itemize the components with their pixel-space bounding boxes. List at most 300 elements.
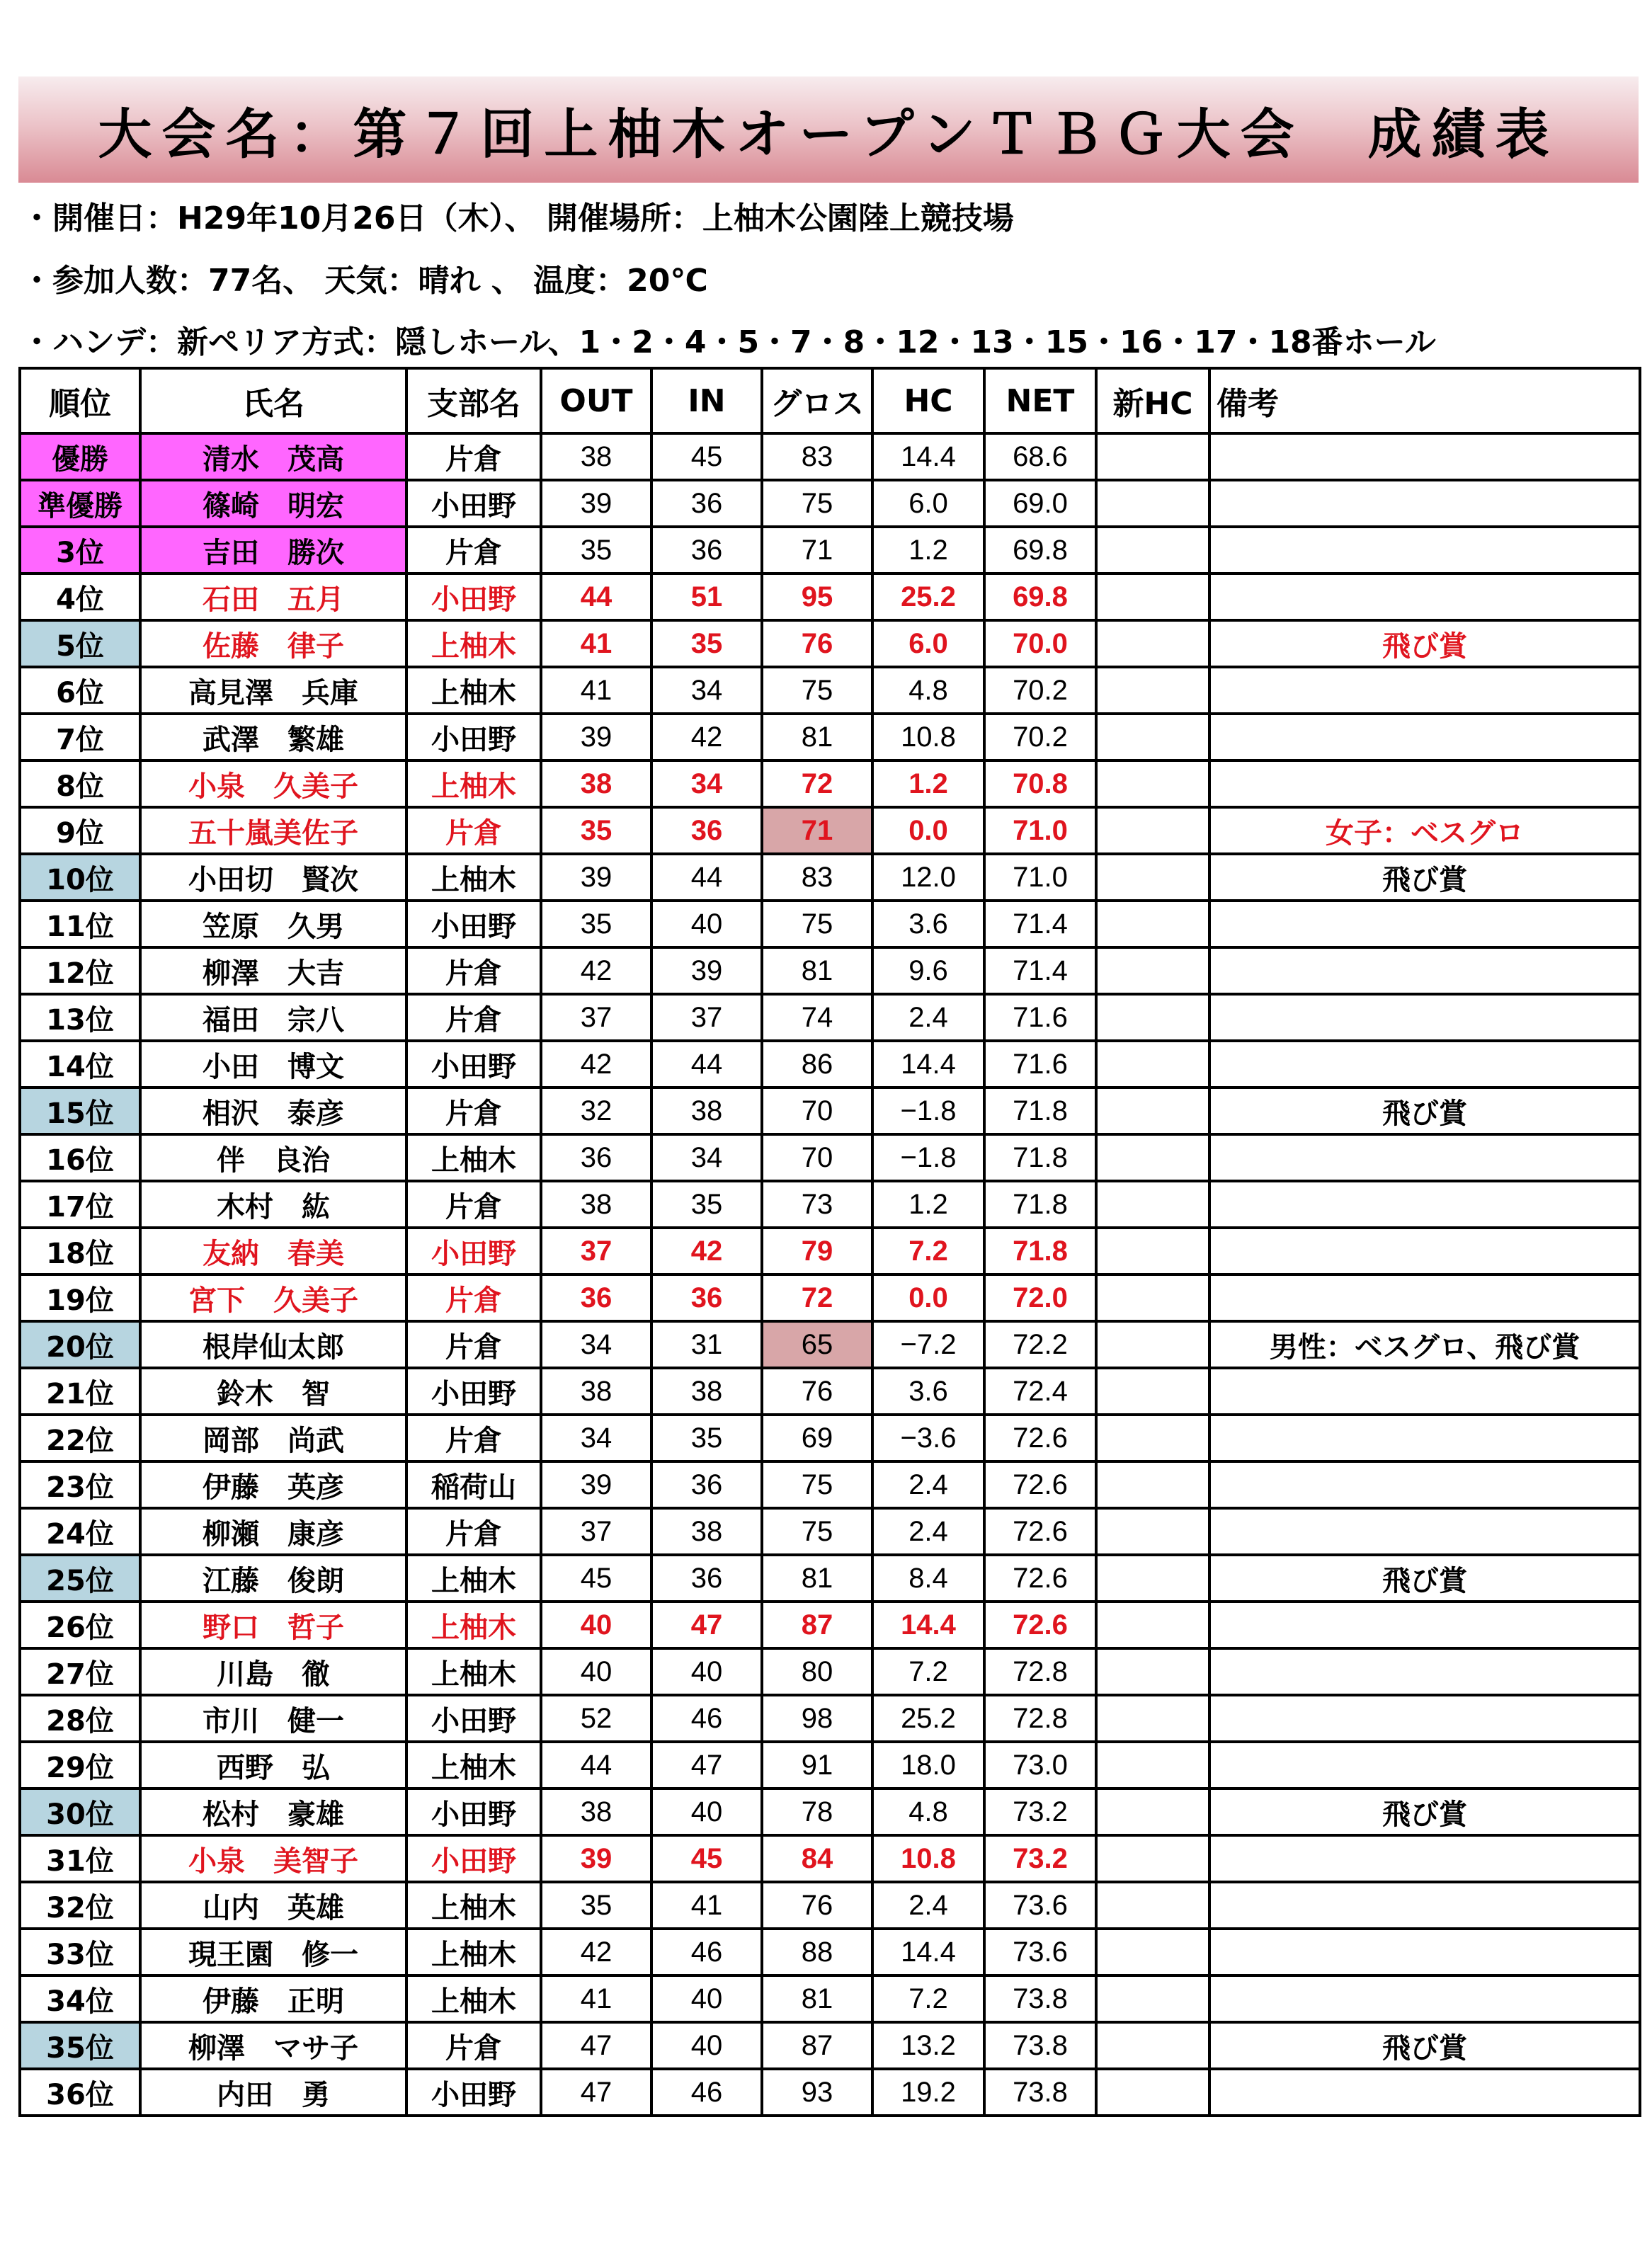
remark-cell: 飛び賞 [1209,2022,1640,2069]
rank-cell: 17位 [20,1181,140,1228]
gross-score-cell: 87 [762,1602,872,1648]
table-row [20,1134,1640,1181]
player-name-cell: 柳澤 マサ子 [140,2022,406,2069]
new-handicap-cell [1096,1088,1209,1134]
info-handicap-method: ・ハンデ：新ペリア方式：隠しホール、1・2・4・5・7・8・12・13・15・16・17・18番ホール [21,324,1436,360]
gross-score-cell: 73 [762,1181,872,1228]
new-handicap-cell [1096,2069,1209,2116]
player-name-cell: 相沢 泰彦 [140,1088,406,1134]
out-score-cell: 38 [541,1181,651,1228]
branch-cell: 上柚木 [406,1555,541,1602]
rank-cell: 6位 [20,667,140,714]
out-score-cell: 42 [541,947,651,994]
handicap-cell: −1.8 [872,1088,984,1134]
player-name-cell: 小泉 久美子 [140,760,406,807]
in-score-cell: 35 [651,620,762,667]
player-name-cell: 現王園 修一 [140,1929,406,1975]
handicap-cell: 19.2 [872,2069,984,2116]
in-score-cell: 36 [651,527,762,574]
remark-cell [1209,1415,1640,1461]
col-header-new-hc: 新HC [1096,368,1209,433]
new-handicap-cell [1096,1134,1209,1181]
table-row [20,1555,1640,1602]
handicap-cell: 6.0 [872,620,984,667]
player-name-cell: 清水 茂高 [140,433,406,480]
rank-cell: 28位 [20,1695,140,1742]
in-score-cell: 34 [651,667,762,714]
out-score-cell: 38 [541,1368,651,1415]
player-name-cell: 市川 健一 [140,1695,406,1742]
table-row [20,1975,1640,2022]
rank-cell: 15位 [20,1088,140,1134]
rank-cell: 3位 [20,527,140,574]
remark-cell [1209,1742,1640,1789]
net-score-cell: 72.8 [984,1695,1096,1742]
rank-cell: 20位 [20,1321,140,1368]
out-score-cell: 42 [541,1929,651,1975]
net-score-cell: 72.6 [984,1508,1096,1555]
new-handicap-cell [1096,667,1209,714]
handicap-cell: 14.4 [872,433,984,480]
handicap-cell: 3.6 [872,1368,984,1415]
rank-cell: 18位 [20,1228,140,1274]
branch-cell: 小田野 [406,2069,541,2116]
net-score-cell: 70.8 [984,760,1096,807]
handicap-cell: 2.4 [872,1461,984,1508]
branch-cell: 片倉 [406,527,541,574]
table-row [20,1648,1640,1695]
rank-cell: 30位 [20,1789,140,1835]
branch-cell: 片倉 [406,807,541,854]
rank-cell: 14位 [20,1041,140,1088]
branch-cell: 上柚木 [406,1882,541,1929]
new-handicap-cell [1096,1228,1209,1274]
branch-cell: 稲荷山 [406,1461,541,1508]
in-score-cell: 40 [651,1648,762,1695]
net-score-cell: 73.0 [984,1742,1096,1789]
handicap-cell: 14.4 [872,1602,984,1648]
in-score-cell: 40 [651,1789,762,1835]
player-name-cell: 柳澤 大吉 [140,947,406,994]
handicap-cell: −7.2 [872,1321,984,1368]
rank-cell: 9位 [20,807,140,854]
table-row [20,1508,1640,1555]
out-score-cell: 40 [541,1648,651,1695]
gross-score-cell: 76 [762,620,872,667]
new-handicap-cell [1096,1648,1209,1695]
in-score-cell: 45 [651,1835,762,1882]
remark-cell [1209,480,1640,527]
in-score-cell: 44 [651,1041,762,1088]
table-row [20,1321,1640,1368]
new-handicap-cell [1096,2022,1209,2069]
table-row [20,714,1640,760]
out-score-cell: 44 [541,1742,651,1789]
rank-cell: 8位 [20,760,140,807]
out-score-cell: 35 [541,1882,651,1929]
player-name-cell: 西野 弘 [140,1742,406,1789]
in-score-cell: 34 [651,1134,762,1181]
in-score-cell: 46 [651,2069,762,2116]
handicap-cell: 14.4 [872,1041,984,1088]
table-row [20,947,1640,994]
handicap-cell: 3.6 [872,901,984,947]
net-score-cell: 73.2 [984,1789,1096,1835]
in-score-cell: 35 [651,1415,762,1461]
out-score-cell: 37 [541,1508,651,1555]
net-score-cell: 73.2 [984,1835,1096,1882]
table-row [20,480,1640,527]
out-score-cell: 37 [541,994,651,1041]
in-score-cell: 41 [651,1882,762,1929]
new-handicap-cell [1096,1789,1209,1835]
table-row [20,1181,1640,1228]
branch-cell: 小田野 [406,1228,541,1274]
new-handicap-cell [1096,433,1209,480]
new-handicap-cell [1096,1602,1209,1648]
out-score-cell: 35 [541,527,651,574]
remark-cell [1209,667,1640,714]
net-score-cell: 72.0 [984,1274,1096,1321]
new-handicap-cell [1096,1882,1209,1929]
handicap-cell: 13.2 [872,2022,984,2069]
gross-score-cell: 76 [762,1882,872,1929]
player-name-cell: 内田 勇 [140,2069,406,2116]
branch-cell: 小田野 [406,480,541,527]
table-row [20,1742,1640,1789]
remark-cell [1209,901,1640,947]
branch-cell: 片倉 [406,1321,541,1368]
new-handicap-cell [1096,527,1209,574]
in-score-cell: 44 [651,854,762,901]
table-row [20,1602,1640,1648]
gross-score-cell: 81 [762,947,872,994]
rank-cell: 19位 [20,1274,140,1321]
gross-score-cell: 87 [762,2022,872,2069]
gross-score-cell: 88 [762,1929,872,1975]
net-score-cell: 71.4 [984,901,1096,947]
remark-cell: 飛び賞 [1209,1555,1640,1602]
net-score-cell: 72.6 [984,1461,1096,1508]
table-row [20,1929,1640,1975]
net-score-cell: 69.8 [984,574,1096,620]
branch-cell: 片倉 [406,1088,541,1134]
new-handicap-cell [1096,480,1209,527]
player-name-cell: 鈴木 智 [140,1368,406,1415]
player-name-cell: 宮下 久美子 [140,1274,406,1321]
handicap-cell: 2.4 [872,1508,984,1555]
remark-cell [1209,1602,1640,1648]
rank-cell: 10位 [20,854,140,901]
rank-cell: 29位 [20,1742,140,1789]
col-header-branch: 支部名 [406,368,541,433]
rank-cell: 7位 [20,714,140,760]
gross-score-cell: 93 [762,2069,872,2116]
out-score-cell: 39 [541,714,651,760]
branch-cell: 片倉 [406,994,541,1041]
out-score-cell: 44 [541,574,651,620]
handicap-cell: 1.2 [872,1181,984,1228]
rank-cell: 22位 [20,1415,140,1461]
page-title: 大会名：第７回上柚木オープンＴＢＧ大会 成績表 [98,102,1559,166]
gross-score-cell: 71 [762,527,872,574]
out-score-cell: 32 [541,1088,651,1134]
handicap-cell: 6.0 [872,480,984,527]
branch-cell: 上柚木 [406,760,541,807]
new-handicap-cell [1096,854,1209,901]
remark-cell [1209,1134,1640,1181]
gross-score-cell: 75 [762,1461,872,1508]
info-participants-weather: ・参加人数：77名、 天気：晴れ 、 温度：20℃ [21,263,708,299]
player-name-cell: 高見澤 兵庫 [140,667,406,714]
out-score-cell: 39 [541,1461,651,1508]
remark-cell [1209,574,1640,620]
gross-score-cell: 75 [762,667,872,714]
in-score-cell: 36 [651,1555,762,1602]
net-score-cell: 73.6 [984,1882,1096,1929]
branch-cell: 片倉 [406,2022,541,2069]
table-header-row [20,368,1640,433]
branch-cell: 上柚木 [406,1742,541,1789]
new-handicap-cell [1096,1555,1209,1602]
gross-score-cell: 75 [762,1508,872,1555]
table-row [20,667,1640,714]
table-row [20,1228,1640,1274]
rank-cell: 24位 [20,1508,140,1555]
table-row [20,854,1640,901]
branch-cell: 上柚木 [406,854,541,901]
player-name-cell: 松村 豪雄 [140,1789,406,1835]
in-score-cell: 36 [651,480,762,527]
new-handicap-cell [1096,901,1209,947]
in-score-cell: 37 [651,994,762,1041]
new-handicap-cell [1096,1929,1209,1975]
handicap-cell: 7.2 [872,1228,984,1274]
branch-cell: 片倉 [406,1181,541,1228]
player-name-cell: 友納 春美 [140,1228,406,1274]
remark-cell [1209,1975,1640,2022]
gross-score-cell: 86 [762,1041,872,1088]
net-score-cell: 71.8 [984,1181,1096,1228]
player-name-cell: 根岸仙太郎 [140,1321,406,1368]
table-row [20,1368,1640,1415]
col-header-gross: グロス [762,368,872,433]
table-row [20,1695,1640,1742]
remark-cell: 男性：ベスグロ、飛び賞 [1209,1321,1640,1368]
net-score-cell: 71.6 [984,994,1096,1041]
info-date-venue: ・開催日：H29年10月26日（木）、 開催場所：上柚木公園陸上競技場 [21,200,1014,236]
remark-cell [1209,1181,1640,1228]
player-name-cell: 江藤 俊朗 [140,1555,406,1602]
out-score-cell: 47 [541,2022,651,2069]
gross-score-cell: 75 [762,480,872,527]
new-handicap-cell [1096,1181,1209,1228]
new-handicap-cell [1096,807,1209,854]
table-row [20,807,1640,854]
branch-cell: 上柚木 [406,1975,541,2022]
player-name-cell: 柳瀬 康彦 [140,1508,406,1555]
player-name-cell: 岡部 尚武 [140,1415,406,1461]
gross-score-cell: 65 [762,1321,872,1368]
in-score-cell: 51 [651,574,762,620]
player-name-cell: 五十嵐美佐子 [140,807,406,854]
gross-score-cell: 83 [762,854,872,901]
col-header-remark: 備考 [1209,368,1640,433]
in-score-cell: 31 [651,1321,762,1368]
handicap-cell: −1.8 [872,1134,984,1181]
out-score-cell: 37 [541,1228,651,1274]
table-row [20,760,1640,807]
gross-score-cell: 84 [762,1835,872,1882]
col-header-in: IN [651,368,762,433]
player-name-cell: 石田 五月 [140,574,406,620]
rank-cell: 33位 [20,1929,140,1975]
net-score-cell: 69.0 [984,480,1096,527]
remark-cell [1209,1695,1640,1742]
title-banner [18,76,1639,183]
new-handicap-cell [1096,1415,1209,1461]
net-score-cell: 70.2 [984,714,1096,760]
net-score-cell: 73.6 [984,1929,1096,1975]
handicap-cell: 12.0 [872,854,984,901]
remark-cell [1209,1882,1640,1929]
player-name-cell: 福田 宗八 [140,994,406,1041]
player-name-cell: 小田 博文 [140,1041,406,1088]
remark-cell [1209,994,1640,1041]
gross-score-cell: 95 [762,574,872,620]
table-row [20,1835,1640,1882]
table-row [20,2022,1640,2069]
out-score-cell: 45 [541,1555,651,1602]
net-score-cell: 71.8 [984,1228,1096,1274]
gross-score-cell: 80 [762,1648,872,1695]
handicap-cell: 4.8 [872,1789,984,1835]
player-name-cell: 伴 良治 [140,1134,406,1181]
handicap-cell: 8.4 [872,1555,984,1602]
table-row [20,1274,1640,1321]
in-score-cell: 42 [651,1228,762,1274]
results-table [18,367,1641,2117]
net-score-cell: 69.8 [984,527,1096,574]
handicap-cell: 4.8 [872,667,984,714]
in-score-cell: 46 [651,1695,762,1742]
branch-cell: 片倉 [406,1274,541,1321]
new-handicap-cell [1096,994,1209,1041]
gross-score-cell: 79 [762,1228,872,1274]
remark-cell [1209,1461,1640,1508]
handicap-cell: 18.0 [872,1742,984,1789]
col-header-hc: HC [872,368,984,433]
table-row [20,1415,1640,1461]
rank-cell: 25位 [20,1555,140,1602]
player-name-cell: 木村 紘 [140,1181,406,1228]
handicap-cell: 10.8 [872,1835,984,1882]
in-score-cell: 40 [651,2022,762,2069]
rank-cell: 31位 [20,1835,140,1882]
net-score-cell: 72.6 [984,1415,1096,1461]
new-handicap-cell [1096,1742,1209,1789]
col-header-out: OUT [541,368,651,433]
remark-cell [1209,947,1640,994]
branch-cell: 小田野 [406,901,541,947]
remark-cell [1209,1041,1640,1088]
rank-cell: 34位 [20,1975,140,2022]
out-score-cell: 35 [541,901,651,947]
remark-cell [1209,1929,1640,1975]
handicap-cell: −3.6 [872,1415,984,1461]
net-score-cell: 71.8 [984,1134,1096,1181]
table-row [20,1041,1640,1088]
rank-cell: 32位 [20,1882,140,1929]
gross-score-cell: 76 [762,1368,872,1415]
in-score-cell: 38 [651,1088,762,1134]
remark-cell [1209,1835,1640,1882]
new-handicap-cell [1096,1041,1209,1088]
player-name-cell: 武澤 繁雄 [140,714,406,760]
new-handicap-cell [1096,947,1209,994]
remark-cell [1209,2069,1640,2116]
in-score-cell: 40 [651,1975,762,2022]
out-score-cell: 34 [541,1321,651,1368]
out-score-cell: 34 [541,1415,651,1461]
net-score-cell: 72.6 [984,1555,1096,1602]
handicap-cell: 25.2 [872,574,984,620]
player-name-cell: 川島 徹 [140,1648,406,1695]
table-row [20,1882,1640,1929]
rank-cell: 16位 [20,1134,140,1181]
player-name-cell: 小泉 美智子 [140,1835,406,1882]
net-score-cell: 72.6 [984,1602,1096,1648]
branch-cell: 片倉 [406,433,541,480]
branch-cell: 上柚木 [406,667,541,714]
out-score-cell: 36 [541,1274,651,1321]
player-name-cell: 笠原 久男 [140,901,406,947]
in-score-cell: 36 [651,807,762,854]
out-score-cell: 38 [541,760,651,807]
rank-cell: 36位 [20,2069,140,2116]
handicap-cell: 2.4 [872,1882,984,1929]
remark-cell: 飛び賞 [1209,620,1640,667]
table-row [20,574,1640,620]
remark-cell [1209,1648,1640,1695]
branch-cell: 小田野 [406,1041,541,1088]
player-name-cell: 伊藤 正明 [140,1975,406,2022]
in-score-cell: 42 [651,714,762,760]
remark-cell: 飛び賞 [1209,854,1640,901]
gross-score-cell: 70 [762,1134,872,1181]
handicap-cell: 2.4 [872,994,984,1041]
rank-cell: 35位 [20,2022,140,2069]
out-score-cell: 47 [541,2069,651,2116]
new-handicap-cell [1096,1975,1209,2022]
net-score-cell: 72.2 [984,1321,1096,1368]
col-header-rank: 順位 [20,368,140,433]
remark-cell [1209,527,1640,574]
net-score-cell: 72.8 [984,1648,1096,1695]
out-score-cell: 38 [541,1789,651,1835]
gross-score-cell: 78 [762,1789,872,1835]
net-score-cell: 70.2 [984,667,1096,714]
player-name-cell: 小田切 賢次 [140,854,406,901]
remark-cell [1209,1508,1640,1555]
out-score-cell: 35 [541,807,651,854]
gross-score-cell: 75 [762,901,872,947]
handicap-cell: 7.2 [872,1975,984,2022]
branch-cell: 上柚木 [406,1648,541,1695]
table-row [20,901,1640,947]
gross-score-cell: 69 [762,1415,872,1461]
net-score-cell: 70.0 [984,620,1096,667]
